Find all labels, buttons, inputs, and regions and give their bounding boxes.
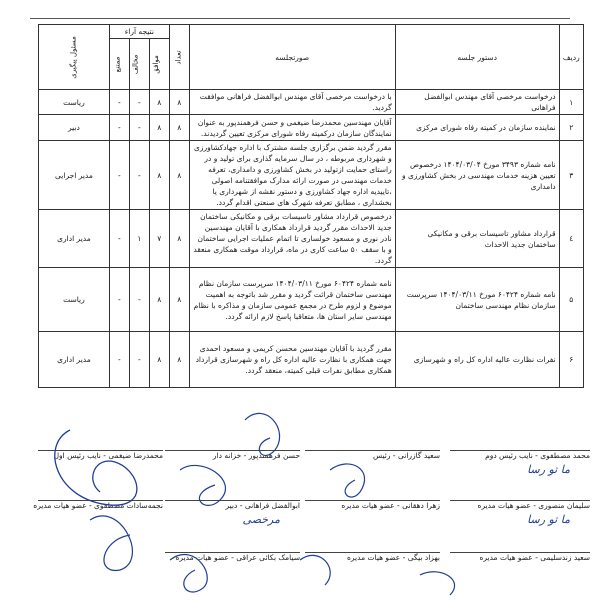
signatory-name: سعید زندسلیمی - عضو هیات مدیره: [479, 553, 590, 562]
signature-block: [165, 450, 300, 495]
header-agenda: دستور جلسه: [395, 25, 559, 90]
row-number: ۳: [559, 141, 583, 210]
row-number: ۶: [559, 332, 583, 388]
signature-block: [450, 450, 590, 495]
row-abstain: -: [109, 332, 129, 388]
row-responsible: مدیر اجرایی: [39, 141, 110, 210]
row-responsible: دبیر: [39, 115, 110, 141]
header-responsible: مسئول پیگیری: [39, 25, 110, 90]
row-abstain: -: [109, 210, 129, 268]
table-row: [39, 115, 584, 141]
row-number: ٤: [559, 210, 583, 268]
signatory-name: حسن فرهمندپور - خزانه دار: [212, 451, 300, 460]
signatory-name: محمدرضا ضیغمی - نایب رئیس اول: [53, 451, 163, 460]
row-count: ۸: [169, 90, 189, 115]
header-count: تعداد: [169, 25, 189, 90]
signatory-name: نجمه‌سادات مصطفوی - عضو هیات مدیره: [33, 501, 163, 510]
signatory-name: ابوالفضل فراهانی - دبیر: [225, 501, 300, 510]
header-votes: نتیجه آراء: [109, 25, 169, 39]
cropped-header-fragment: [30, 0, 570, 19]
row-agenda: نامه شماره ۶۰۴۲۴ مورخ ۱۴۰۴/۰۳/۱۱ سرپرست سازمان نظام مهندسی ساختمان: [395, 268, 559, 332]
minutes-rows: [39, 90, 584, 388]
signature-block: [305, 450, 440, 495]
handwritten-note: مرخصی: [242, 513, 280, 526]
row-agree: ۷: [149, 210, 169, 268]
minutes-table: [38, 24, 584, 388]
row-minutes: نامه شماره ۶۰۴۲۴ مورخ ۱۴۰۴/۰۳/۱۱ سرپرست سازمان نظام مهندسی ساختمان قرائت گردید و مقرر شد باتوجه به اهمیت موضوع و لزوم طرح در مجمع عمومی سازمان و مذاکره با نظام مهندسی سایر استان ها، متعاقبا پاسخ لازم ارائه گردد.: [189, 268, 395, 332]
row-agenda: نامه شماره ۳۴۹۳ مورخ ۱۴۰۴/۰۳/۰۴ درخصوص تعیین هزینه خدمات مهندسی در بخش کشاورزی و دامداری: [395, 141, 559, 210]
row-count: ۸: [169, 141, 189, 210]
header-minutes: صورتجلسه: [189, 25, 395, 90]
signature-block: [38, 450, 163, 495]
table-row: [39, 332, 584, 388]
row-count: ۸: [169, 332, 189, 388]
signatory-name: زهرا دهقانی - عضو هیات مدیره: [341, 501, 440, 510]
header-number: ردیف: [559, 25, 583, 90]
signatory-name: سلیمان منصوری - عضو هیات مدیره: [477, 501, 590, 510]
header-oppose: مخالف: [129, 39, 149, 90]
row-responsible: مدیر اداری: [39, 332, 110, 388]
row-agenda: نماینده سازمان در کمیته رفاه شورای مرکزی: [395, 115, 559, 141]
row-agree: ۸: [149, 141, 169, 210]
row-oppose: -: [129, 90, 149, 115]
row-abstain: -: [109, 115, 129, 141]
row-abstain: -: [109, 90, 129, 115]
row-agenda: درخواست مرخصی آقای مهندس ابوالفضل فراهانی: [395, 90, 559, 115]
row-oppose: -: [129, 268, 149, 332]
row-count: ۸: [169, 268, 189, 332]
row-agree: ۸: [149, 115, 169, 141]
row-count: ۸: [169, 210, 189, 268]
row-number: ۵: [559, 268, 583, 332]
table-row: [39, 141, 584, 210]
row-abstain: -: [109, 141, 129, 210]
signature-block: [165, 500, 300, 545]
signature-block: [305, 552, 440, 597]
row-abstain: -: [109, 268, 129, 332]
row-number: ۲: [559, 115, 583, 141]
row-agree: ۸: [149, 332, 169, 388]
row-minutes: مقرر گردید با آقایان مهندسین محسن کریمی و مسعود احمدی جهت همکاری با نظارت عالیه اداره کل راه و شهرسازی قرارداد همکاری مطابق نفرات قبلی کمیته، منعقد گردد.: [189, 332, 395, 388]
row-minutes: آقایان مهندسین محمدرضا ضیغمی و حسن فرهمندپور به عنوان نمایندگان سازمان درکمیته رفاه شورای مرکزی تعیین گردیدند.: [189, 115, 395, 141]
row-minutes: مقرر گردید ضمن برگزاری جلسه مشترک با اداره جهادکشاورزی و شهرداری مربوطه ، در سال سرمایه گذاری برای تولید و در راستای حمایت ازتولید در بخش کشاورزی و دامداری، تعرفه خدمات مهندسی در صورت ارائه مدارک موافقتنامه اصولی ،تاییدیه اداره جهاد کشاورزی و دستور نقشه از شهرداری یا بخشداری ، مطابق تعرفه شهرک های صنعتی اقدام گردد.: [189, 141, 395, 210]
row-agenda: نفرات نظارت عالیه اداره کل راه و شهرسازی: [395, 332, 559, 388]
row-responsible: ریاست: [39, 90, 110, 115]
table-row: [39, 210, 584, 268]
row-oppose: ۱: [129, 210, 149, 268]
row-agree: ۸: [149, 268, 169, 332]
row-agenda: قرارداد مشاور تاسیسات برقی و مکانیکی ساختمان جدید الاحداث: [395, 210, 559, 268]
row-oppose: -: [129, 332, 149, 388]
row-count: ۸: [169, 115, 189, 141]
row-responsible: مدیر اداری: [39, 210, 110, 268]
table-row: [39, 90, 584, 115]
row-minutes: درخصوص قرارداد مشاور تاسیسات برقی و مکانیکی ساختمان جدید الاحداث مقرر گردید قرارداد همکاری با آقایان مهندسین نادر نوری و مسعود خولساری تا اتمام عملیات اجرایی ساختمان و با سقف ۵۰ ساعت کاری در ماه، قرارداد موقت همکاری منعقد گردد.: [189, 210, 395, 268]
signature-block: [305, 500, 440, 545]
row-minutes: با درخواست مرخصی آقای مهندس ابوالفضل فراهانی موافقت گردید.: [189, 90, 395, 115]
signatory-name: بهزاد بیگی - عضو هیات مدیره: [346, 553, 440, 562]
signature-block: [165, 552, 300, 597]
signatory-name: سعید گازرانی - رئیس: [372, 451, 440, 460]
signature-block: [450, 552, 590, 597]
row-number: ۱: [559, 90, 583, 115]
row-oppose: -: [129, 115, 149, 141]
handwritten-note: ما تو رسا: [527, 463, 570, 476]
signatory-name: سیامک بکائی عراقی - عضو هیات مدیره: [175, 553, 300, 562]
signature-block: [33, 500, 163, 545]
row-responsible: ریاست: [39, 268, 110, 332]
signature-block: [450, 500, 590, 545]
header-agree: موافق: [149, 39, 169, 90]
header-abstain: ممتنع: [109, 39, 129, 90]
row-oppose: -: [129, 141, 149, 210]
row-agree: ۸: [149, 90, 169, 115]
handwritten-note: ما تو رسا: [527, 513, 570, 526]
table-row: [39, 268, 584, 332]
signatory-name: محمد مصطفوی - نایب رئیس دوم: [485, 451, 590, 460]
